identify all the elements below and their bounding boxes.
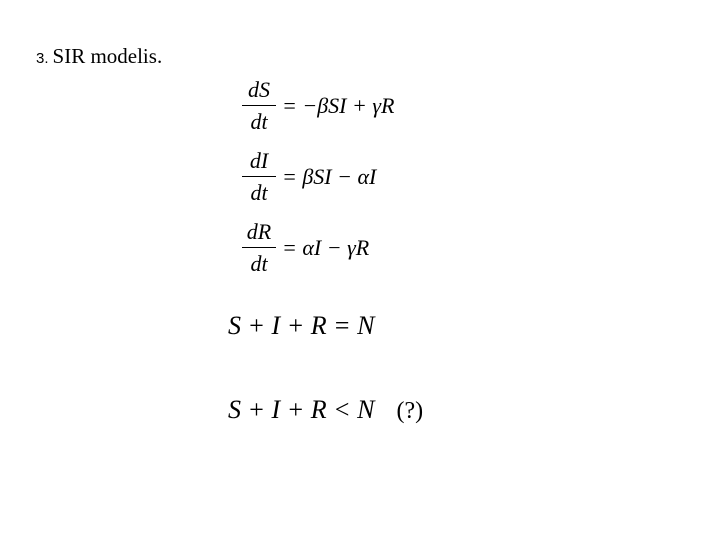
equation-rhs: = −βSI + γR xyxy=(282,93,395,118)
conservation-equation xyxy=(228,311,375,341)
inequality-relation xyxy=(228,395,423,425)
slide-heading xyxy=(36,44,162,69)
fraction-dr-dt xyxy=(242,221,276,275)
equation-dr-dt xyxy=(242,221,369,275)
equation-rhs: = αI − γR xyxy=(282,235,370,260)
fraction-numerator: dS xyxy=(248,77,270,102)
question-note: (?) xyxy=(396,398,424,424)
equation-rhs: = βSI − αI xyxy=(282,164,377,189)
fraction-denominator: dt xyxy=(250,109,268,134)
heading-title: SIR modelis. xyxy=(52,44,163,68)
equation-di-dt xyxy=(242,150,376,204)
fraction-ds-dt xyxy=(242,79,276,133)
conservation-text: S + I + R = N xyxy=(228,311,375,340)
fraction-numerator: dR xyxy=(246,219,272,244)
fraction-denominator: dt xyxy=(250,251,268,276)
fraction-di-dt xyxy=(242,150,276,204)
fraction-numerator: dI xyxy=(249,148,269,173)
inequality-text: S + I + R < N xyxy=(228,395,375,424)
heading-number: 3. xyxy=(36,50,49,67)
fraction-denominator: dt xyxy=(250,180,268,205)
equation-ds-dt xyxy=(242,79,394,133)
